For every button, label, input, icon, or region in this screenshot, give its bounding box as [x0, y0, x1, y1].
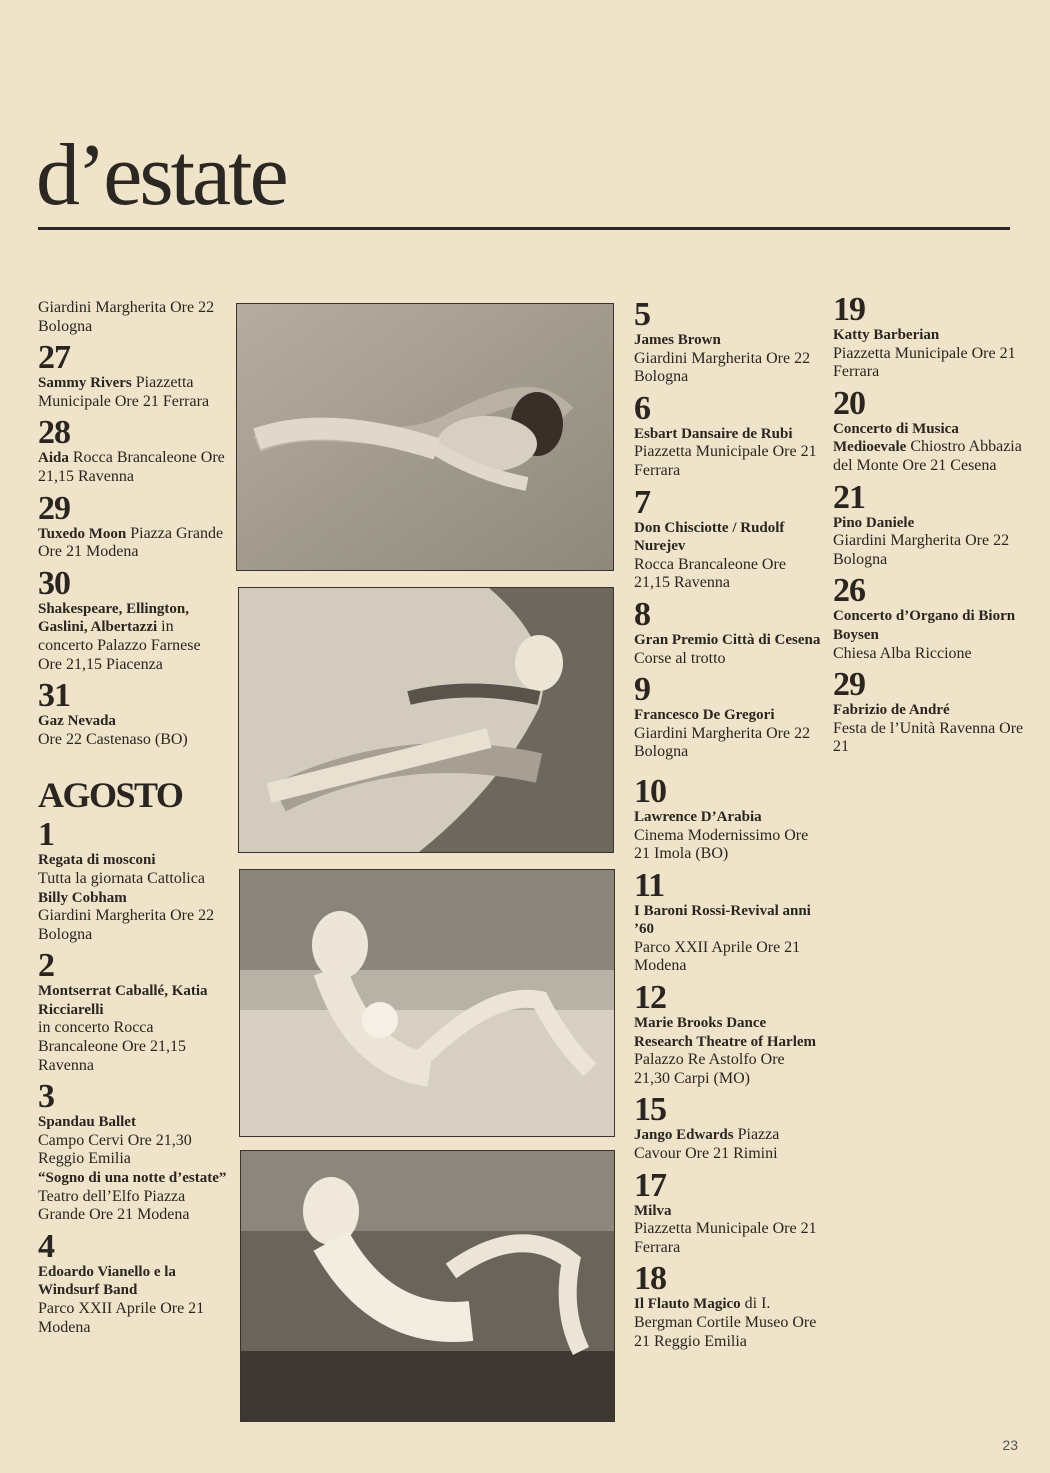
event-name: Gaz Nevada — [38, 713, 116, 730]
beach-photo-2 — [238, 587, 614, 853]
event-details: Piazzetta Municipale Ore 21 Ferrara — [833, 344, 1016, 381]
event-name: James Brown — [634, 332, 721, 348]
event-details: Piazzetta Municipale Ore 21 Ferrara — [634, 443, 817, 479]
event-details: in concerto Palazzo Farnese Ore 21,15 Piacenza — [38, 618, 201, 673]
event-day: 29 — [833, 666, 865, 704]
event-name: Edoardo Vianello e la Windsurf Band — [38, 1263, 176, 1299]
event-name: Lawrence D’Arabia — [634, 808, 762, 825]
event-day: 9 — [634, 671, 650, 709]
event-entry — [634, 389, 824, 481]
event-entry — [38, 1227, 228, 1337]
event-name: Fabrizio de André — [833, 702, 950, 719]
event-name: Gran Premio Città di Cesena — [634, 631, 821, 648]
event-day: 15 — [634, 1091, 666, 1129]
event-day: 10 — [634, 772, 666, 810]
event-entry — [634, 483, 824, 593]
event-day: 3 — [38, 1078, 54, 1116]
event-name: Concerto di Musica Medioevale — [833, 420, 959, 456]
event-entry — [634, 1166, 824, 1258]
event-details: Festa de l’Unità Ravenna Ore 21 — [833, 719, 1024, 756]
event-details: Teatro dell’Elfo Piazza Grande Ore 21 Modena — [38, 1187, 190, 1224]
event-entry — [634, 1091, 824, 1163]
schedule-column-1 — [38, 299, 228, 1342]
event-details: Tutta la giornata Cattolica — [38, 869, 205, 887]
event-day: 18 — [634, 1260, 666, 1298]
event-day: 12 — [634, 979, 666, 1017]
event-name: Aida — [38, 450, 69, 467]
page-number: 23 — [1002, 1437, 1018, 1453]
event-name: Concerto d’Organo di Biorn Boysen — [833, 608, 1016, 643]
event-day: 5 — [634, 296, 650, 333]
title-divider — [38, 227, 1010, 230]
event-details: Giardini Margherita Ore 22 Bologna — [833, 532, 1010, 568]
event-details: Cinema Modernissimo Ore 21 Imola (BO) — [634, 826, 809, 863]
event-details: Rocca Brancaleone Ore 21,15 Ravenna — [38, 449, 225, 485]
event-day: 19 — [833, 291, 865, 328]
event-name: Montserrat Caballé, Katia Ricciarelli — [38, 983, 208, 1018]
event-details: Parco XXII Aprile Ore 21 Modena — [634, 938, 801, 975]
event-name: Il Flauto Magico — [634, 1296, 741, 1313]
event-entry — [38, 564, 228, 674]
event-details: Chiostro Abbazia del Monte Ore 21 Cesena — [833, 438, 1022, 474]
event-name: Sammy Rivers — [38, 375, 132, 392]
event-details: Parco XXII Aprile Ore 21 Modena — [38, 1300, 205, 1336]
event-details: Giardini Margherita Ore 22 Bologna — [634, 724, 811, 761]
event-entry — [38, 489, 228, 562]
event-entry — [634, 772, 824, 864]
event-day: 31 — [38, 677, 70, 715]
event-day: 30 — [38, 564, 70, 602]
event-entry — [833, 384, 1033, 476]
event-details: Rocca Brancaleone Ore 21,15 Ravenna — [634, 555, 786, 592]
event-name: Jango Edwards — [634, 1127, 734, 1144]
event-entry — [38, 299, 228, 336]
event-entry — [38, 677, 228, 749]
event-details: in concerto Rocca Brancaleone Ore 21,15 Ravenna — [38, 1019, 186, 1074]
event-day: 27 — [38, 339, 70, 377]
beach-photo-1 — [236, 303, 614, 571]
event-details: Piazzetta Municipale Ore 21 Ferrara — [634, 1220, 817, 1256]
event-name: “Sogno di una notte d’estate” — [38, 1170, 227, 1187]
event-name: Esbart Dansaire de Rubi — [634, 425, 793, 442]
event-name: Francesco De Gregori — [634, 707, 775, 724]
event-day: 2 — [38, 947, 54, 985]
event-entry — [634, 595, 824, 668]
event-details: Corse al trotto — [634, 649, 726, 667]
event-entry — [38, 1078, 228, 1225]
event-day: 29 — [38, 489, 70, 527]
event-entry — [38, 414, 228, 486]
event-day: 20 — [833, 384, 865, 422]
event-details: Piazza Cavour Ore 21 Rimini — [634, 1126, 780, 1163]
event-day: 8 — [634, 595, 650, 633]
event-name: Tuxedo Moon — [38, 525, 127, 542]
event-entry — [634, 979, 824, 1088]
event-details: Giardini Margherita Ore 22 Bologna — [38, 299, 215, 335]
event-day: 28 — [38, 414, 70, 452]
event-entry — [833, 291, 1033, 382]
event-entry — [634, 296, 824, 387]
event-name: Milva — [634, 1202, 672, 1219]
event-details: Giardini Margherita Ore 22 Bologna — [38, 907, 215, 943]
event-entry — [634, 866, 824, 976]
event-entry — [833, 478, 1033, 570]
event-entry — [38, 816, 228, 944]
event-name: Spandau Ballet — [38, 1114, 136, 1131]
beach-photo-3 — [239, 869, 615, 1137]
event-day: 4 — [38, 1227, 54, 1265]
event-details: Palazzo Re Astolfo Ore 21,30 Carpi (MO) — [634, 1051, 785, 1087]
event-entry — [833, 666, 1033, 757]
event-details: Piazzetta Municipale Ore 21 Ferrara — [38, 374, 210, 410]
event-details: Ore 22 Castenaso (BO) — [38, 730, 188, 748]
event-day: 6 — [634, 389, 650, 427]
page-title: d’estate — [36, 127, 286, 224]
event-name: Don Chisciotte / Rudolf Nurejev — [634, 519, 785, 555]
schedule-column-3 — [634, 296, 824, 1356]
event-day: 17 — [634, 1166, 666, 1204]
event-name: Pino Daniele — [833, 514, 915, 531]
event-details: Chiesa Alba Riccione — [833, 644, 972, 662]
event-name: Billy Cobham — [38, 889, 127, 906]
event-entry — [38, 339, 228, 411]
event-day: 26 — [833, 572, 865, 610]
event-details: Piazza Grande Ore 21 Modena — [38, 524, 224, 561]
event-name: Regata di mosconi — [38, 852, 156, 869]
event-entry — [634, 671, 824, 762]
event-name: I Baroni Rossi-Revival anni ’60 — [634, 902, 811, 938]
event-day: 1 — [38, 816, 54, 854]
event-details: di I. Bergman Cortile Museo Ore 21 Reggio Emilia — [634, 1295, 817, 1350]
event-details: Campo Cervi Ore 21,30 Reggio Emilia — [38, 1131, 192, 1168]
schedule-column-4 — [833, 291, 1033, 762]
event-entry — [833, 572, 1033, 663]
event-entry — [634, 1260, 824, 1351]
event-day: 21 — [833, 478, 865, 516]
month-heading: AGOSTO — [38, 775, 183, 816]
event-day: 7 — [634, 483, 650, 521]
event-entry — [38, 947, 228, 1075]
beach-photo-4 — [240, 1150, 615, 1422]
event-name: Katty Barberian — [833, 327, 940, 343]
event-day: 11 — [634, 866, 665, 904]
event-name: Marie Brooks Dance Research Theatre of Harlem — [634, 1015, 817, 1050]
event-details: Giardini Margherita Ore 22 Bologna — [634, 349, 811, 386]
event-name: Shakespeare, Ellington, Gaslini, Albertazzi — [38, 600, 190, 636]
